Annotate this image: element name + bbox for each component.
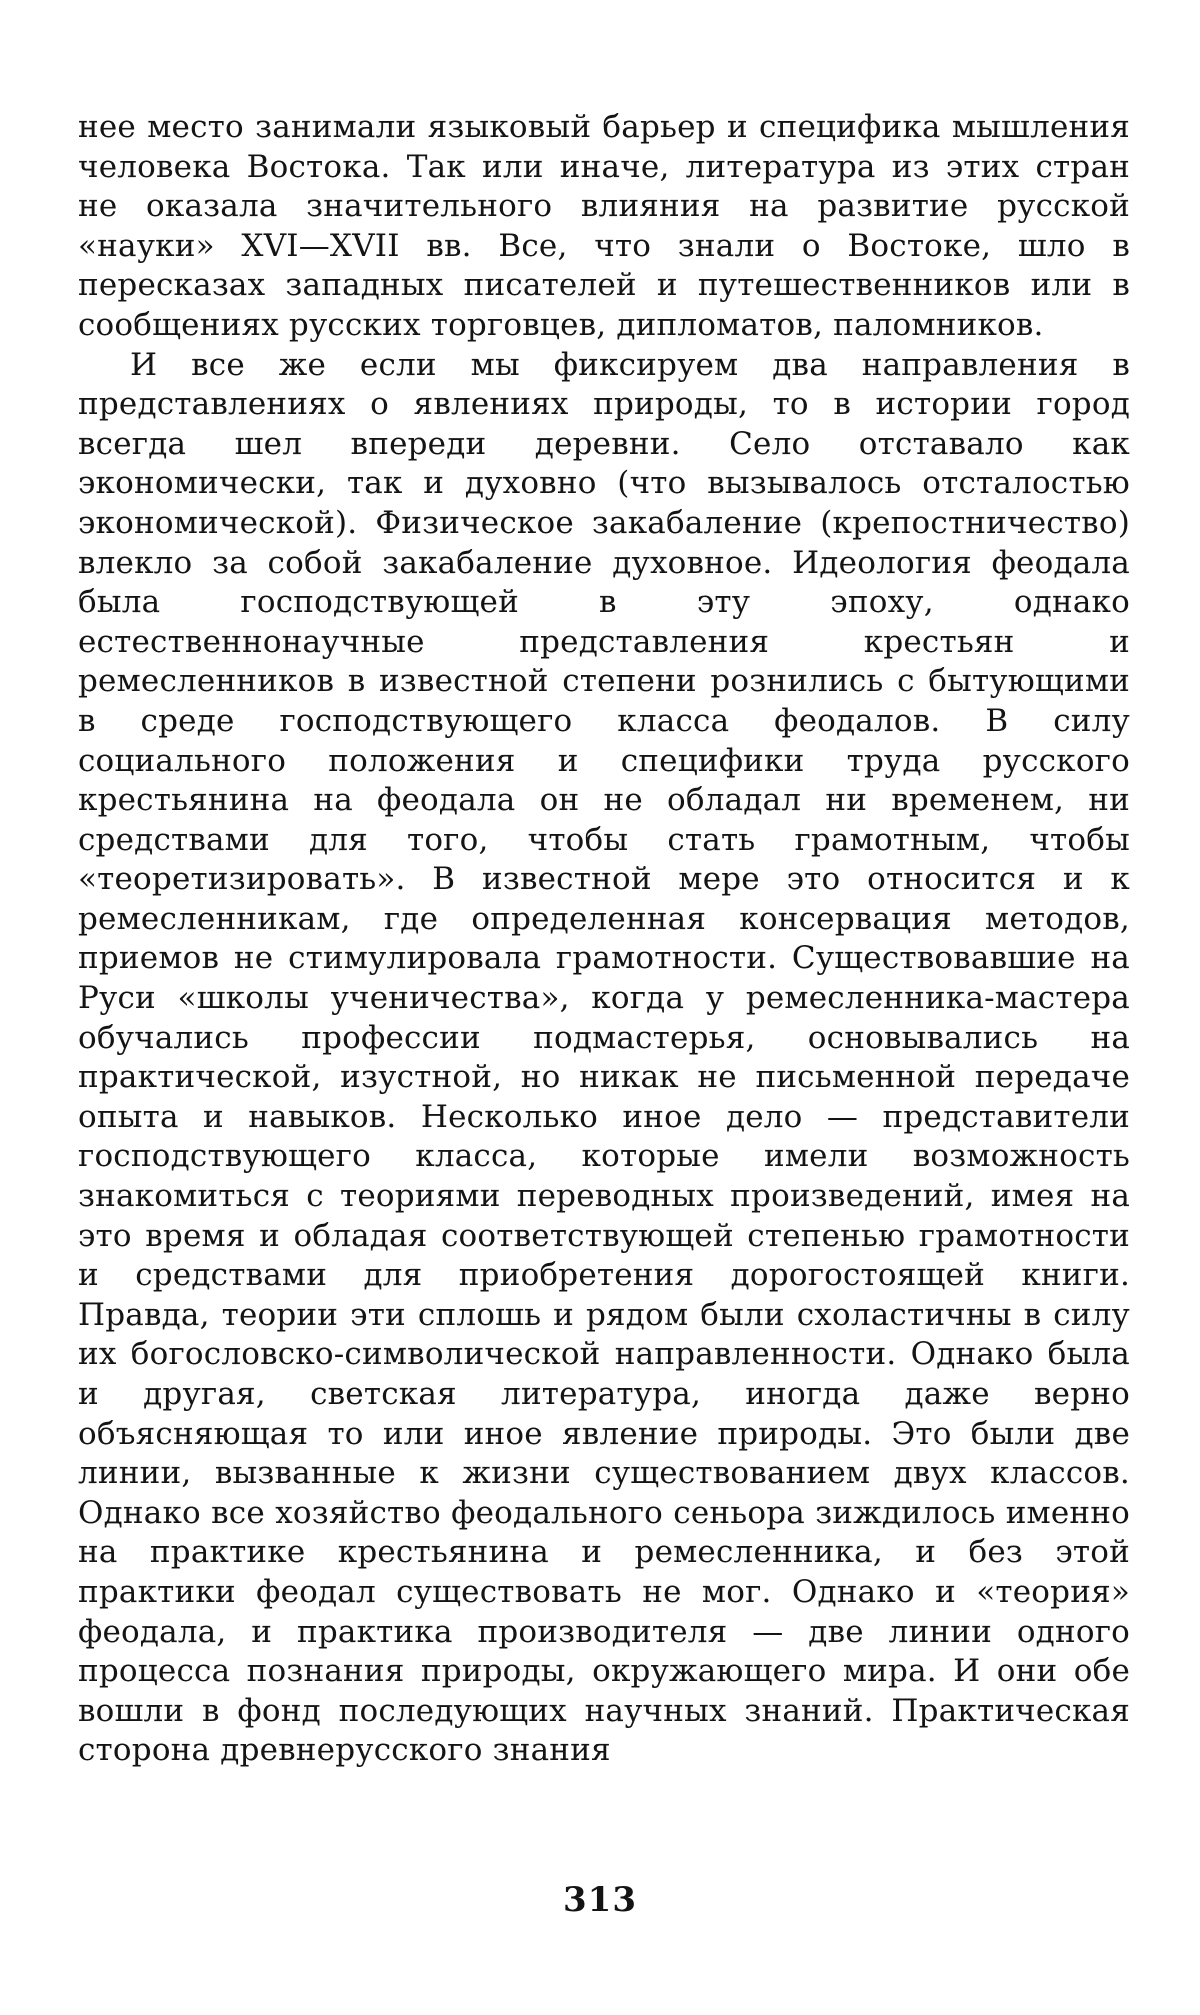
page-body bbox=[78, 108, 1130, 1771]
page-number: 313 bbox=[563, 1880, 637, 1920]
paragraph-main: И все же если мы фиксируем два направления в представлениях о явлениях природы, то в истории город всегда шел впереди деревни. Село отставало как экономически, так и духовно (что вызывалось отсталостью экономической). Физическое закабаление (крепостничество) влекло за собой закабаление духовное. Идеология феодала была господствующей в эту эпоху, однако естественнонаучные представления крестьян и ремесленников в известной степени рознились с бытующими в среде господствующего класса феодалов. В силу социального положения и специфики труда русского крестьянина на феодала он не обладал ни временем, ни средствами для того, чтобы стать грамотным, чтобы «теоретизировать». В известной мере это относится и к ремесленникам, где определенная консервация методов, приемов не стимулировала грамотности. Существовавшие на Руси «школы ученичества», когда у ремесленника-мастера обучались профессии подмастерья, основывались на практической, изустной, но никак не письменной передаче опыта и навыков. Несколько иное дело — представители господствующего класса, которые имели возможность знакомиться с теориями переводных произведений, имея на это время и обладая соответствующей степенью грамотности и средствами для приобретения дорогостоящей книги. Правда, теории эти сплошь и рядом были схоластичны в силу их богословско-символической направленности. Однако была и другая, светская литература, иногда даже верно объясняющая то или иное явление природы. Это были две линии, вызванные к жизни существованием двух классов. Однако все хозяйство феодального сеньора зиждилось именно на практике крестьянина и ремесленника, и без этой практики феодал существовать не мог. Однако и «теория» феодала, и практика производителя — две линии одного процесса познания природы, окружающего мира. И они обе вошли в фонд последующих научных знаний. Практическая сторона древнерусского знания bbox=[78, 346, 1130, 1769]
paragraph-continuation: нее место занимали языковый барьер и специфика мышления человека Востока. Так или иначе, литература из этих стран не оказала значительного влияния на развитие русской «науки» XVI—XVII вв. Все, что знали о Востоке, шло в пересказах западных писателей и путешественников или в сообщениях русских торговцев, дипломатов, паломников. bbox=[78, 109, 1130, 343]
